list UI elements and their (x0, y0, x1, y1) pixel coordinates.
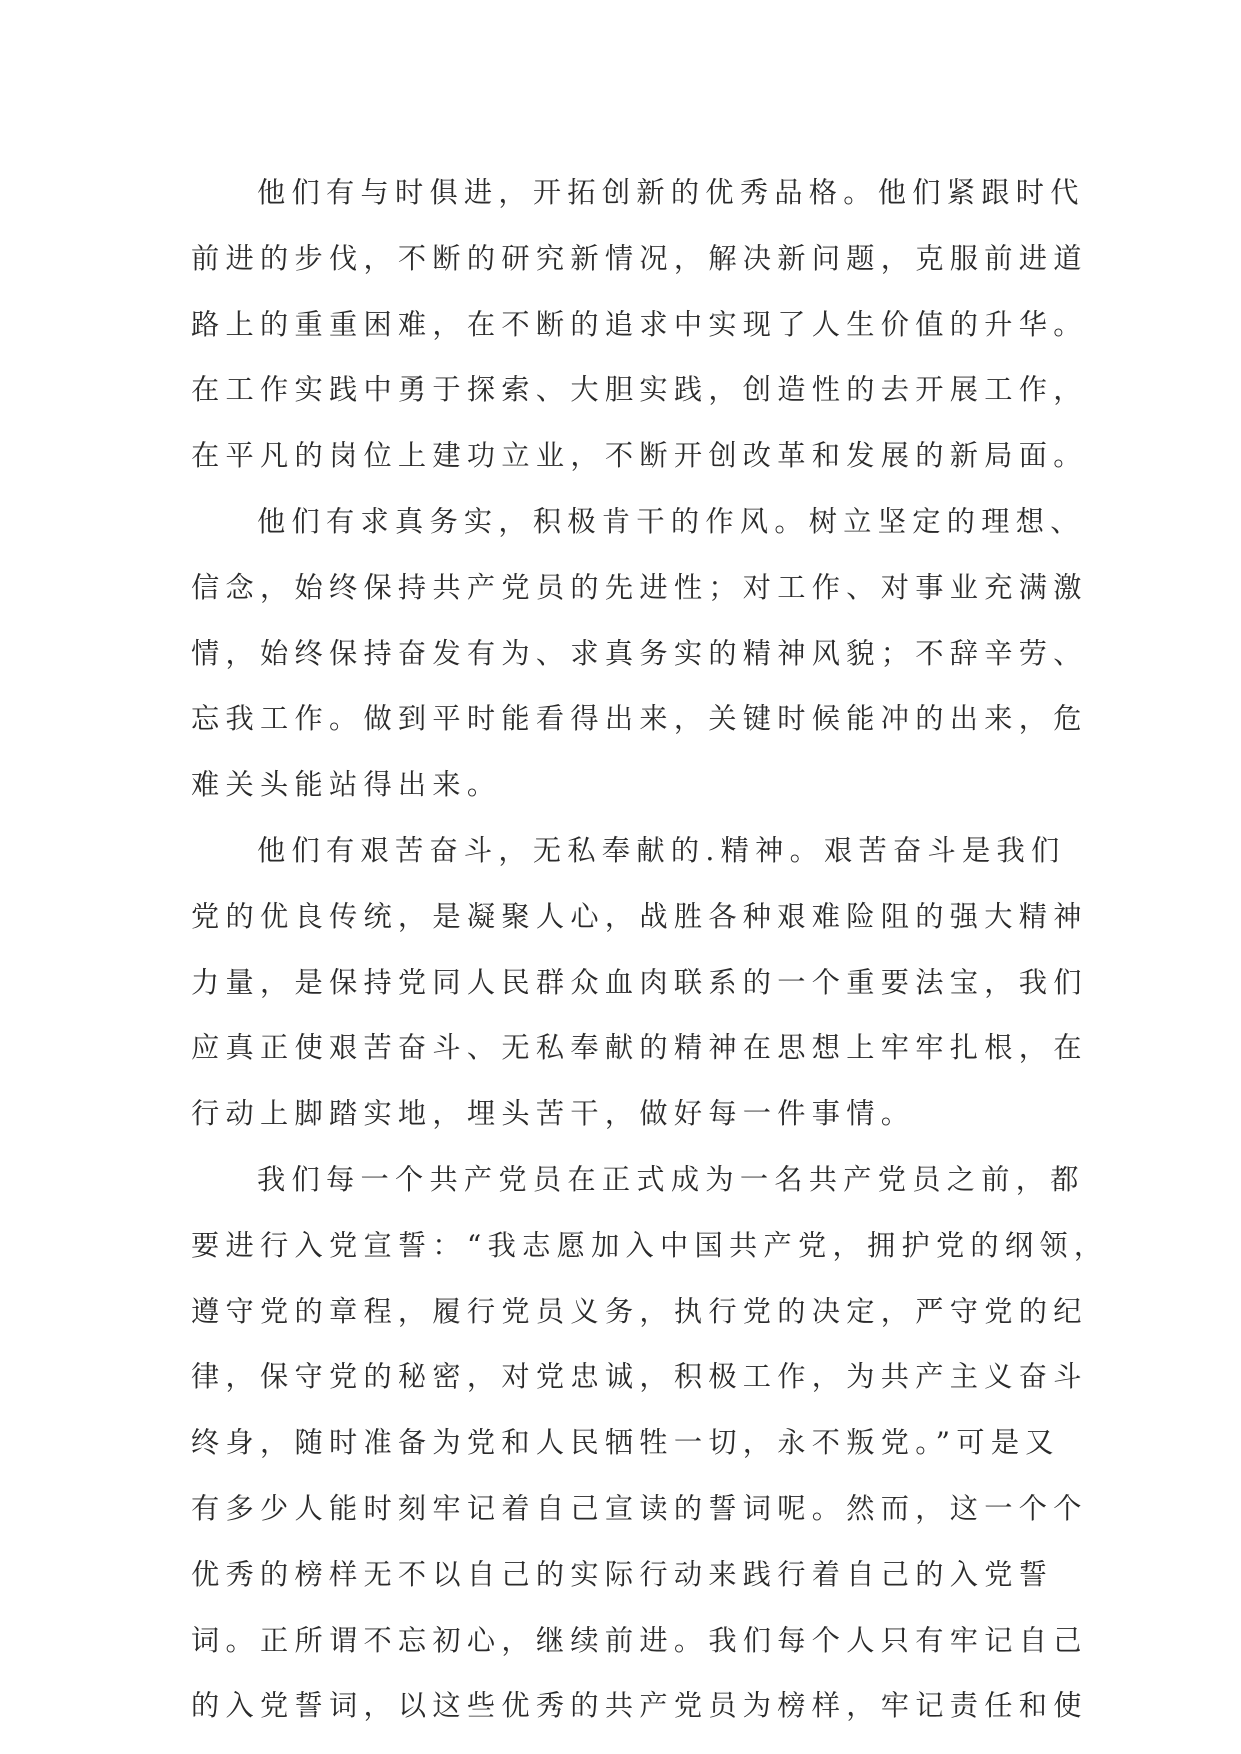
paragraph-line: 应真正使艰苦奋斗、无私奉献的精神在思想上牢牢扎根，在 (191, 1031, 1088, 1065)
paragraph-line: 遵守党的章程，履行党员义务，执行党的决定，严守党的纪 (191, 1294, 1088, 1328)
paragraph-line: 在平凡的岗位上建功立业，不断开创改革和发展的新局面。 (191, 439, 1088, 473)
paragraph-line: 词。正所谓不忘初心，继续前进。我们每个人只有牢记自己 (191, 1623, 1088, 1657)
paragraph-line: 有多少人能时刻牢记着自己宣读的誓词呢。然而，这一个个 (191, 1491, 1088, 1525)
paragraph-line: 信念，始终保持共产党员的先进性；对工作、对事业充满激 (191, 570, 1088, 604)
paragraph-line: 他们有与时俱进，开拓创新的优秀品格。他们紧跟时代 (257, 176, 1085, 209)
paragraph-line: 他们有求真务实，积极肯干的作风。树立坚定的理想、 (257, 504, 1085, 538)
paragraph-line: 前进的步伐，不断的研究新情况，解决新问题，克服前进道 (191, 241, 1088, 275)
document-body (191, 160, 1109, 1739)
paragraph-line: 他们有艰苦奋斗，无私奉献的.精神。艰苦奋斗是我们 (257, 833, 1066, 867)
paragraph-line: 优秀的榜样无不以自己的实际行动来践行着自己的入党誓 (191, 1557, 1054, 1591)
paragraph-line: 要进行入党宣誓：“我志愿加入中国共产党，拥护党的纲领， (191, 1228, 1109, 1262)
paragraph-line: 的入党誓词，以这些优秀的共产党员为榜样，牢记责任和使 (191, 1689, 1088, 1723)
paragraph-line: 终身，随时准备为党和人民牺牲一切，永不叛党。”可是又 (191, 1426, 1060, 1460)
paragraph-line: 忘我工作。做到平时能看得出来，关键时候能冲的出来，危 (191, 702, 1088, 736)
paragraph-line: 力量，是保持党同人民群众血肉联系的一个重要法宝，我们 (191, 965, 1088, 999)
paragraph-line: 党的优良传统，是凝聚人心，战胜各种艰难险阻的强大精神 (191, 899, 1088, 933)
paragraph-line: 路上的重重困难，在不断的追求中实现了人生价值的升华。 (191, 307, 1088, 341)
paragraph (191, 160, 1088, 489)
paragraph-line: 在工作实践中勇于探索、大胆实践，创造性的去开展工作， (191, 373, 1088, 407)
paragraph (191, 1147, 1109, 1739)
paragraph-line: 我们每一个共产党员在正式成为一名共产党员之前，都 (257, 1162, 1085, 1196)
paragraph-line: 情，始终保持奋发有为、求真务实的精神风貌；不辞辛劳、 (191, 636, 1088, 670)
paragraph-line: 律，保守党的秘密，对党忠诚，积极工作，为共产主义奋斗 (191, 1360, 1088, 1394)
paragraph (191, 818, 1088, 1147)
paragraph-line: 行动上脚踏实地，埋头苦干，做好每一件事情。 (191, 1097, 916, 1131)
paragraph (191, 489, 1088, 818)
paragraph-line: 难关头能站得出来。 (191, 768, 502, 802)
